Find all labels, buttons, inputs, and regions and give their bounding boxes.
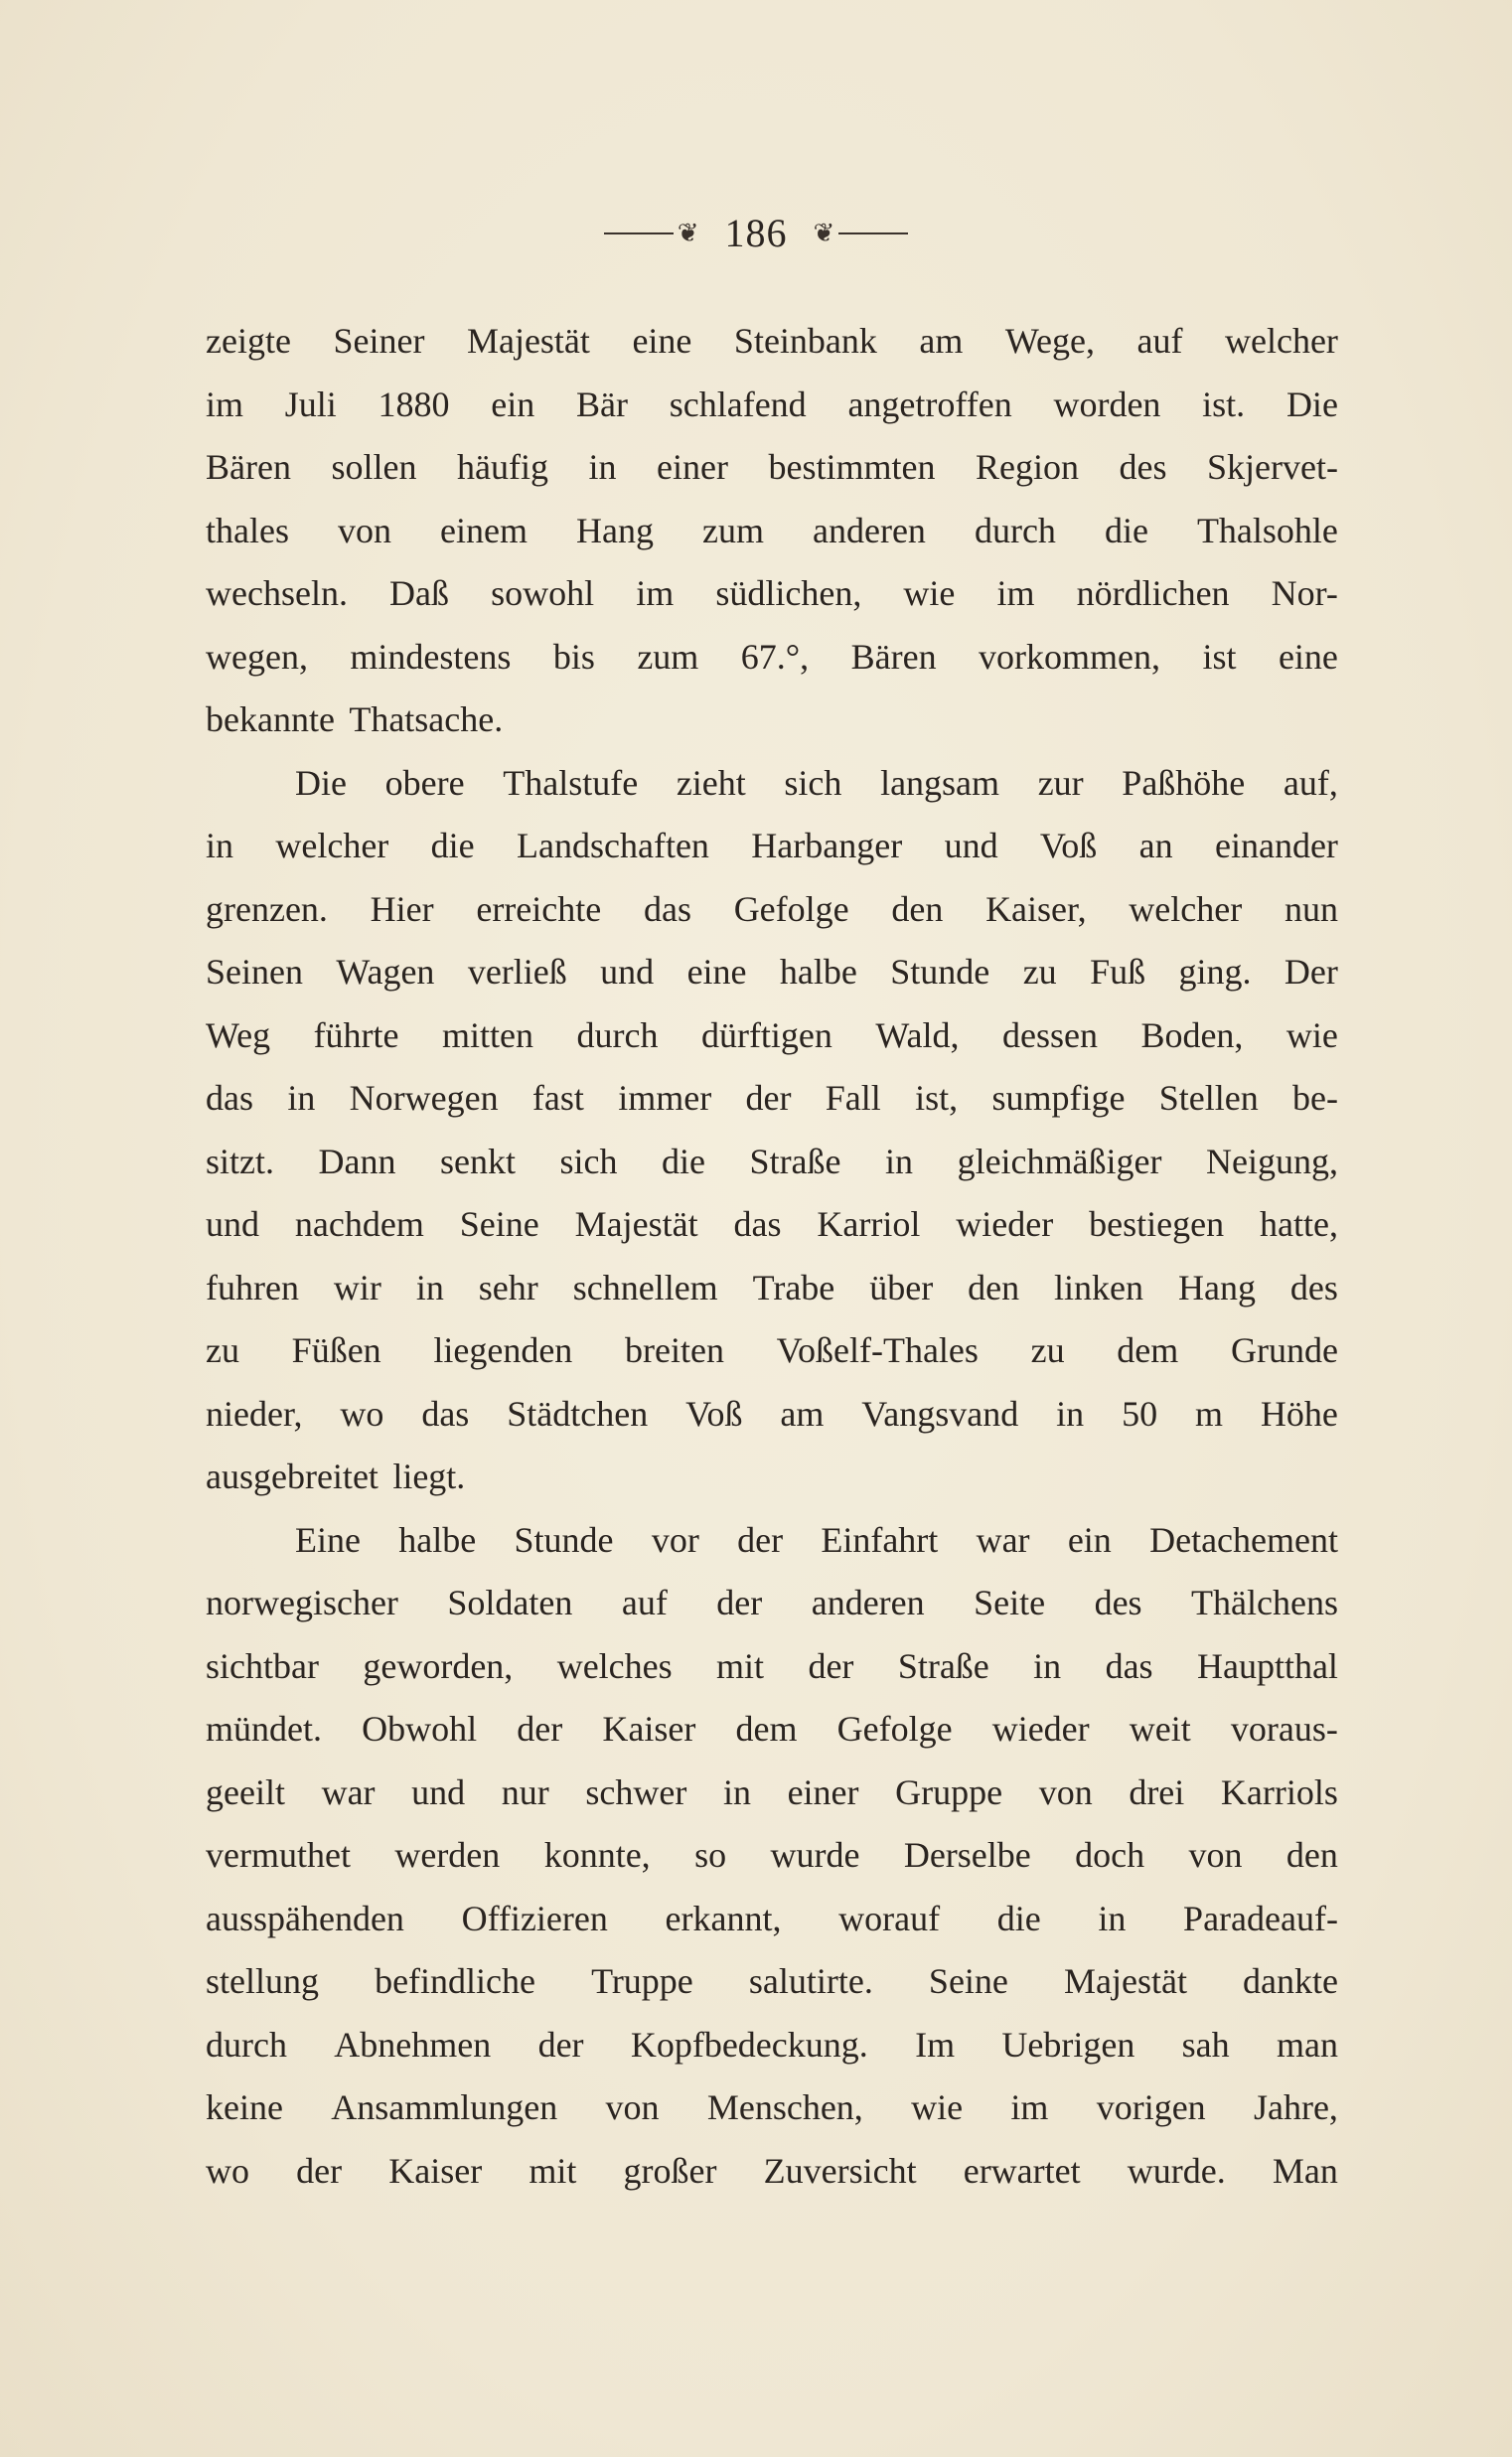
fleuron-icon: ❦ [677, 219, 699, 248]
text-line: Die obere Thalstufe zieht sich langsam zur Paßhöhe auf, [295, 762, 1338, 803]
text-line: ausgebreitet liegt. [206, 1457, 466, 1496]
text-line: in welcher die Landschaften Harbanger und Voß an einander [206, 826, 1338, 865]
text-line: stellung befindliche Truppe salutirte. Seine Majestät dankte [206, 1961, 1338, 2001]
ornament-rule-right [838, 232, 908, 234]
text-line: Weg führte mitten durch dürftigen Wald, dessen Boden, wie [206, 1014, 1338, 1055]
page-number: 186 [724, 211, 788, 255]
text-line: mündet. Obwohl der Kaiser dem Gefolge wieder weit voraus- [206, 1709, 1338, 1749]
text-line: und nachdem Seine Majestät das Karriol wieder bestiegen hatte, [206, 1204, 1338, 1244]
text-line: geeilt war und nur schwer in einer Gruppe von drei Karriols [206, 1771, 1338, 1812]
text-line: sitzt. Dann senkt sich die Straße in gleichmäßiger Neigung, [206, 1141, 1338, 1181]
text-line: norwegischer Soldaten auf der anderen Seite des Thälchens [206, 1583, 1338, 1622]
text-line: Seinen Wagen verließ und eine halbe Stunde zu Fuß ging. Der [206, 952, 1338, 992]
ornament-rule-left [604, 232, 674, 234]
text-line: Bären sollen häufig in einer bestimmten Region des Skjervet- [206, 447, 1338, 487]
text-line: sichtbar geworden, welches mit der Straße in das Hauptthal [206, 1645, 1338, 1686]
text-line: fuhren wir in sehr schnellem Trabe über den linken Hang des [206, 1267, 1338, 1307]
fleuron-icon: ❦ [813, 219, 835, 248]
ornament-left [604, 214, 703, 253]
text-line: wechseln. Daß sowohl im südlichen, wie im nördlichen Nor- [206, 573, 1338, 613]
page-header [0, 204, 1512, 263]
text-line: das in Norwegen fast immer der Fall ist, sumpfige Stellen be- [206, 1078, 1338, 1118]
text-line: durch Abnehmen der Kopfbedeckung. Im Uebrigen sah man [206, 2024, 1338, 2065]
text-line: nieder, wo das Städtchen Voß am Vangsvand in 50 m Höhe [206, 1393, 1338, 1434]
text-line: ausspähenden Offizieren erkannt, worauf die in Paradeauf- [206, 1898, 1338, 1938]
text-line: thales von einem Hang zum anderen durch die Thalsohle [206, 510, 1338, 550]
text-line: vermuthet werden konnte, so wurde Derselbe doch von den [206, 1835, 1338, 1875]
text-line: zu Füßen liegenden breiten Voßelf-Thales zu dem Grunde [206, 1330, 1338, 1370]
ornament-right [810, 214, 909, 253]
text-line: bekannte Thatsache. [206, 699, 504, 739]
text-line: grenzen. Hier erreichte das Gefolge den Kaiser, welcher nun [206, 888, 1338, 929]
text-line: Eine halbe Stunde vor der Einfahrt war ein Detachement [295, 1519, 1338, 1560]
text-line: im Juli 1880 ein Bär schlafend angetroffen worden ist. Die [206, 384, 1338, 424]
text-line: wo der Kaiser mit großer Zuversicht erwartet wurde. Man [206, 2150, 1338, 2191]
text-line: zeigte Seiner Majestät eine Steinbank am Wege, auf welcher [206, 321, 1338, 361]
body-text [206, 310, 1338, 2203]
text-line: keine Ansammlungen von Menschen, wie im vorigen Jahre, [206, 2087, 1338, 2127]
text-line: wegen, mindestens bis zum 67.°, Bären vorkommen, ist eine [206, 636, 1338, 677]
